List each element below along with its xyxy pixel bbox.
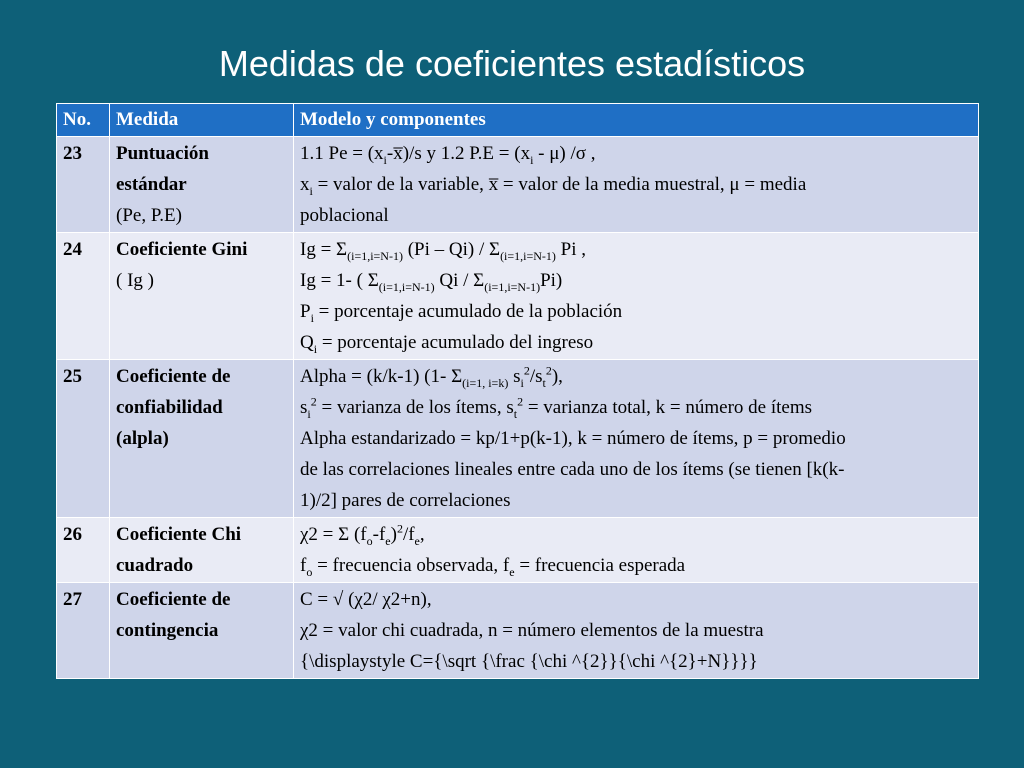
formula-cell	[294, 518, 979, 583]
measure-cell	[110, 360, 294, 518]
measure-cell	[110, 518, 294, 583]
formula-line: $f_o$ = frecuencia observada, $f_e$ = frecuencia esperada	[300, 555, 686, 579]
header-no: No.	[57, 104, 110, 137]
row-number: 23	[57, 137, 110, 233]
formula-line: de las correlaciones lineales entre cada uno de los ítems (se tienen [k(k-	[300, 459, 845, 480]
measure-cell	[110, 137, 294, 233]
table-row	[57, 137, 979, 233]
measure-name-line: estándar	[116, 174, 187, 195]
measure-name-line: Puntuación	[116, 143, 209, 164]
formula-line: $Ig = \Sigma_{(i=1,i=N-1)}$ $(Pi - Qi) / \Sigma_{(i=1,i=N-1)}$ Pi ,	[300, 239, 587, 263]
formula-cell	[294, 360, 979, 518]
formula-cell	[294, 583, 979, 679]
row-number: 27	[57, 583, 110, 679]
formula-line: $P_i$ = porcentaje acumulado de la población	[300, 301, 623, 325]
formula-line: Alpha estandarizado = kp/1+p(k-1), k = número de ítems, p = promedio	[300, 428, 846, 449]
table-row	[57, 518, 979, 583]
formula-line: 1.1 $Pe = (x_i-x̅)/s$ y 1.2 $P.E = (x_i - \mu)$ /σ ,	[300, 143, 596, 167]
table-row	[57, 583, 979, 679]
measure-name-line: Coeficiente Gini	[116, 239, 248, 260]
formula-line: χ2 = Σ $(f_o-f_e)^2/f_e$,	[300, 521, 425, 548]
table-header-row	[57, 104, 979, 137]
measure-abbrev: ( Ig )	[116, 270, 154, 291]
formula-line: Ig = 1- ( $\Sigma_{(i=1,i=N-1)}$ Qi / $\Sigma_{(i=1,i=N-1)}Pi$)	[300, 270, 563, 294]
row-number: 25	[57, 360, 110, 518]
slide-title: Medidas de coeficientes estadísticos	[218, 43, 806, 84]
measure-name-line: cuadrado	[116, 555, 194, 576]
row-number: 24	[57, 233, 110, 360]
formula-line: C = √ (χ2/ χ2+n),	[300, 589, 432, 610]
table-row	[57, 233, 979, 360]
table-row	[57, 360, 979, 518]
formula-line: poblacional	[300, 205, 389, 226]
formula-line: Alpha = (k/k-1) (1- $\Sigma_{(i=1, i=k)}$ $s_i^2/s_t^2$),	[300, 363, 563, 390]
row-number: 26	[57, 518, 110, 583]
header-medida: Medida	[110, 104, 294, 137]
measure-abbrev: (Pe, P.E)	[116, 205, 182, 226]
formula-line: χ2 = valor chi cuadrada, n = número elementos de la muestra	[300, 620, 764, 641]
formula-line: $x_i$ = valor de la variable, x̅ = valor de la media muestral, μ = media	[300, 174, 807, 198]
formula-line: $s_i^2$ = varianza de los ítems, $s_t^2$ = varianza total, k = número de ítems	[300, 394, 812, 421]
formula-line: $Q_i$ = porcentaje acumulado del ingreso	[300, 332, 594, 356]
measure-name-line: (alpla)	[116, 428, 169, 449]
measure-name-line: Coeficiente Chi	[116, 524, 242, 545]
coefficients-table	[56, 103, 979, 679]
formula-cell	[294, 137, 979, 233]
measure-cell	[110, 233, 294, 360]
measure-name-line: Coeficiente de	[116, 366, 231, 387]
header-modelo: Modelo y componentes	[294, 104, 979, 137]
formula-line: {\displaystyle C={\sqrt {\frac {\chi ^{2}}{\chi ^{2}+N}}}}	[300, 651, 758, 672]
measure-name-line: Coeficiente de	[116, 589, 231, 610]
formula-cell	[294, 233, 979, 360]
formula-line: 1)/2] pares de correlaciones	[300, 490, 511, 511]
measure-name-line: confiabilidad	[116, 397, 223, 418]
measure-name-line: contingencia	[116, 620, 219, 641]
measure-cell	[110, 583, 294, 679]
